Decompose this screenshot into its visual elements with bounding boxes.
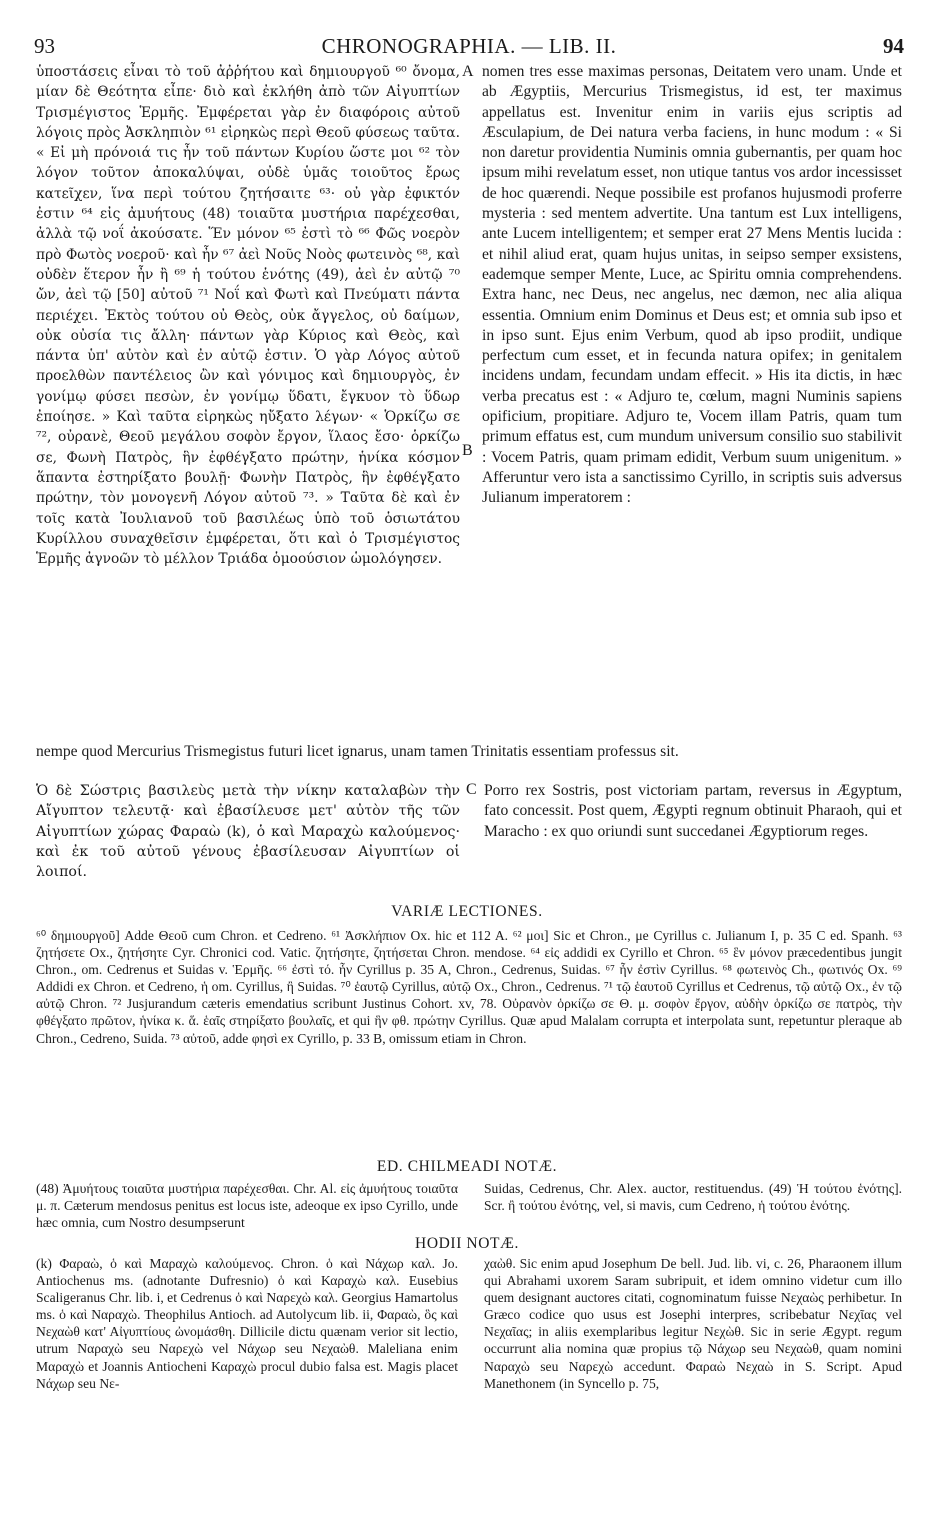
chilmead-notes-title: ED. CHILMEADI NOTÆ. [376, 1158, 558, 1175]
margin-marker-a: A [462, 63, 474, 80]
margin-marker-b: B [462, 442, 473, 459]
latin-column-2 [484, 781, 902, 842]
hodii-notes-left: (k) Φαραὼ, ὁ καὶ Μαραχὼ καλούμενος. Chron. ὁ καὶ Νάχωρ καλ. Jo. Antiochenus ms. (adnotante Dufresnio) ὁ καὶ Καραχὼ καλ. Eusebius Scaligeranus Chr. lib. i, et Cedrenus ὁ καὶ Ναρεχὼ καλ. Georgius Hamartolus ms. ὁ καὶ Ναραχὼ. Theophilus Antioch. ad Autolycum lib. ii, Φαραὼ, ὃς καὶ Νεχαὼθ κατ' Αἰγυπτίους ὠνομάσθη. Dillicile dictu quænam verior sit lectio, utrum Ναραχὼ seu Ναρεχὼ vel Νάχωρ seu Νεχαὼθ. Maleliana enim Μαραχὼ et Joannis Antiocheni Καραχὼ procul dubio falsa est. Magis placet Νάχωρ seu Νε- [36, 1256, 458, 1391]
running-header [34, 34, 904, 58]
variae-lectiones-title: VARIÆ LECTIONES. [391, 903, 543, 920]
chilmead-notes-left: (48) Ἀμυήτους τοιαῦτα μυστήρια παρέχεσθαι. Chr. Al. εἰς ἀμυήτους τοιαῦτα μ. π. Cæterum mendosus penitus est locus iste, adeoque ex ipso Cyrillo, unde hæc omnia, cum Nostro desumpserunt [36, 1181, 458, 1230]
page-number-right: 94 [883, 34, 904, 58]
hodii-notes-right: χαὼθ. Sic enim apud Josephum De bell. Jud. lib. vi, c. 26, Pharaonem illum qui Abrahami uxorem Saram subripuit, et idem omnino videtur cum illo quem designant auctores citati, cognominatum fuisse Νεχαὼς perhibetur. In Græco codice quo usus est Josephi interpres, scribebatur Νεχῖας vel Νεχαῖας; in aliis exemplaribus legitur Νεχὼθ. Sic in serie Ægypt. regum occurrunt alia nomina quæ propius τῷ Νάχωρ seu Νεχαὼθ, quam nomini Ναραχὼ seu Ναρεχὼ accedunt. Φαραὼ Νεχαὼ in S. Script. Apud Manethonem (in Syncello p. 75, [484, 1256, 902, 1391]
running-title: CHRONOGRAPHIA. — LIB. II. [321, 34, 617, 58]
greek-paragraph: ὑποστάσεις εἶναι τὸ τοῦ ἀῤῥήτου καὶ δημιουργοῦ ⁶⁰ ὄνομα, μίαν δὲ Θεότητα εἶπε· διὸ καὶ ἐκλήθη ἀπὸ τῶν Αἰγυπτίων Τρισμέγιστος Ἑρμῆς. Ἐμφέρεται γὰρ ἐν διαφόροις αὐτοῦ λόγοις πρὸς Ἀσκληπιὸν ⁶¹ εἰρηκὼς περὶ Θεοῦ φύσεως ταῦτα. « Εἰ μὴ πρόνοιά τις ἦν τοῦ πάντων Κυρίου ὥστε μοι ⁶² τὸν λόγον τοῦτον ἀποκαλύψαι, οὐδὲ ὑμᾶς τοιοῦτος ἔρως κατεῖχεν, ἵνα περὶ τούτου ζητήσαιτε ⁶³· οὐ γὰρ ἐφικτόν ἐστιν ⁶⁴ εἰς ἀμυήτους (48) τοιαῦτα μυστήρια παρέχεσθαι, ἀλλὰ τῷ νοΐ ἀκούσατε. Ἕν μόνον ⁶⁵ ἐστὶ τὸ ⁶⁶ Φῶς νοερὸν πρὸ Φωτὸς νοεροῦ· καὶ ἦν ⁶⁷ ἀεὶ Νοῦς Νοὸς φωτεινὸς ⁶⁸, καὶ οὐδὲν ἕτερον ἦν ἢ ⁶⁹ ἡ τούτου ἑνότης (49), ἀεὶ ἐν αὐτῷ ⁷⁰ ὤν, ἀεὶ τῷ [50] αὐτοῦ ⁷¹ Νοΐ καὶ Φωτὶ καὶ Πνεύματι πάντα περιέχει. Ἐκτὸς τούτου οὐ Θεὸς, οὐκ ἄγγελος, οὐ δαίμων, οὐκ οὐσία τις ἄλλη· πάντων γὰρ Κύριος καὶ Θεὸς, καὶ πάντα ὑπ' αὐτὸν καὶ ἐν αὐτῷ ἐστιν. Ὁ γὰρ Λόγος αὐτοῦ προελθὼν παντέλειος ὢν καὶ γόνιμος καὶ δημιουργὸς, ἐν γονίμῳ φύσει πεσὼν, ἐν γονίμῳ ὕδατι, ἔγκυον τὸ ὕδωρ ἐποίησε. » Καὶ ταῦτα εἰρηκὼς ηὔξατο λέγων· « Ὁρκίζω σε ⁷², οὐρανὲ, Θεοῦ μεγάλου σοφὸν ἔργον, ἵλαος ἔσο· ὁρκίζω σε, Φωνὴ Πατρὸς, ἣν ἐφθέγξατο πρώτην, ἡνίκα κόσμον ἅπαντα ἐστηρίξατο βουλῇ· Φωνὴν Πατρὸς, ἣν ἐφθέγξατο πρώτην, τὸν μονογενῆ Λόγον αὐτοῦ ⁷³. » Ταῦτα δὲ καὶ ἐν τοῖς κατὰ Ἰουλιανοῦ τοῦ βασιλέως ὑπὸ τοῦ ὁσιωτάτου Κυρίλλου συναχθεῖσιν ἐμφέρεται, ὅτι καὶ ὁ Τρισμέγιστος Ἑρμῆς ἀγνοῶν τὸ μέλλον Τριάδα ὁμοούσιον ὡμολόγησεν. [36, 64, 460, 568]
latin-paragraph: nomen tres esse maximas personas, Deitatem vero unam. Unde et ab Ægyptiis, Mercurius Trismegistus, id est, ter maximus appellatus est. Invenitur enim in variis ejus scriptis ad Æsculapium, de Dei natura verba faciens, in hunc modum : « Si non daretur providentia Numinis omnia gubernantis, per quam hoc ipsum mihi revelatum esset, non utique tantus vos ardor incessisset de hoc quærendi. Neque possibile est profanos hujusmodi proferre mysteria : sed mentem advertite. Una tantum est Lux intelligens, ante Lucem intelligentem; et semper erat 27 Mens Mentis lucida : et nihil aliud erat, quam hujus unitas, in seipso semper exsistens, eademque semper Mente, Luce, ac Spiritu omnia comprehendens. Extra hanc, nec Deus, nec angelus, nec dæmon, nec alia aliqua essentia. Omnium enim Dominus et Deus est; et omnia sub ipso et in ipso sunt. Ejus enim Verbum, quod ab ipso prodiit, undique perfectum cum esset, et in fecunda natura opifex; in genitalem incidens undam, fecundam undam effecit. » His ita dictis, in hæc verba precatus est : « Adjuro te, cœlum, magni Numinis sapiens opificium, propitiare. Adjuro te, Vocem illam Patris, quam tum primum effatus est, cum mundum universum consilio suo stabilivit : Vocem Patris, quam primam edidit, Verbum suum unigenitum. » Afferuntur vero ista a sanctissimo Cyrillo, in scriptis suis adversus Julianum imperatorem : [482, 63, 902, 507]
chilmead-notes-right: Suidas, Cedrenus, Chr. Alex. auctor, restituendus. (49) Ἡ τούτου ἑνότης]. Scr. ἢ τούτου ἑνότης, vel, si mavis, cum Cedreno, ἡ τούτου ἑνότης. [484, 1181, 902, 1213]
greek-column [36, 62, 460, 569]
greek-paragraph-2: Ὁ δὲ Σώστρις βασιλεὺς μετὰ τὴν νίκην καταλαβὼν τὴν Αἴγυπτον τελευτᾷ· καὶ ἐβασίλευσε μετ' αὐτὸν τῆς τῶν Αἰγυπτίων χώρας Φαραὼ (k), ὁ καὶ Μαραχὼ καλούμενος· καὶ ἐκ τοῦ αὐτοῦ γένους ἐβασίλευσαν Αἰγυπτίων οἱ λοιποί. [36, 783, 460, 881]
margin-marker-c: C [466, 781, 477, 798]
latin-fullwidth-line: nempe quod Mercurius Trismegistus futuri licet ignarus, unam tamen Trinitatis essentiam professus sit. [36, 743, 679, 760]
latin-paragraph-2: Porro rex Sostris, post victoriam partam, reversus in Ægyptum, fato concessit. Post quem, Ægypti regnum obtinuit Pharaoh, qui et Maracho : ex quo oriundi sunt succedanei Ægyptiorum reges. [484, 782, 902, 840]
greek-column-2 [36, 781, 460, 882]
page-number-left: 93 [34, 34, 55, 58]
variae-lectiones-text: ⁶⁰ δημιουργοῦ] Adde Θεοῦ cum Chron. et Cedreno. ⁶¹ Ἀσκλήπιον Ox. hic et 112 A. ⁶² μοι] Sic et Chron., μe Cyrillus c. Julianum I, p. 35 C ed. Spanh. ⁶³ ζητήσετε Ox., ζητήσητε Cyr. Chronici cod. Vatic. ζητήσητε, ζητήσεται Chron. mendose. ⁶⁴ εἰς addidi ex Cyrillo et Chron. ⁶⁵ ἓν μόνον præcedentibus jungit Chron., om. Cedrenus et Suidas v. Ἑρμῆς. ⁶⁶ ἐστὶ τό. ἦν Cyrillus p. 35 A, Chron., Cedrenus, Suidas. ⁶⁷ ἦν ἐστὶν Cyrillus. ⁶⁸ φωτεινὸς Ch., φωτινός Ox. ⁶⁹ Addidi ex Chron. et Cedreno, ἡ om. Cyrillus, ἢ Suidas. ⁷⁰ ἑαυτῷ Cyrillus, αὐτῷ Ox., Chron., Cedrenus. ⁷¹ τῷ ἑαυτοῦ Cyrillus et Cedrenus, τῷ αὐτῷ Ox., ἐν τῷ αὐτῷ Chron. ⁷² Jusjurandum cæteris emendatius scribunt Justinus Cohort. xv, 78. Οὐρανὸν ὁρκίζω σε Θ. μ. σοφὸν ἔργον, αὐδὴν ὁρκίζω σε πατρὸς, τὴν φθέγξατο πρῶτον, ἡνίκα κ. ἅ. ἑαῖς στηρίξατο βουλαῖς, et qui ἣν φθ. πρώτην Cyrillus. Quæ apud Malalam corrupta et interpolata sunt, repetuntur pleraque ab Chron., Cedreno, Suida. ⁷³ αὐτοῦ, adde φησὶ ex Cyrillo, p. 33 B, omissum etiam in Chron. [36, 928, 902, 1046]
latin-column [482, 62, 902, 509]
hodii-notes-title: HODII NOTÆ. [415, 1235, 519, 1252]
